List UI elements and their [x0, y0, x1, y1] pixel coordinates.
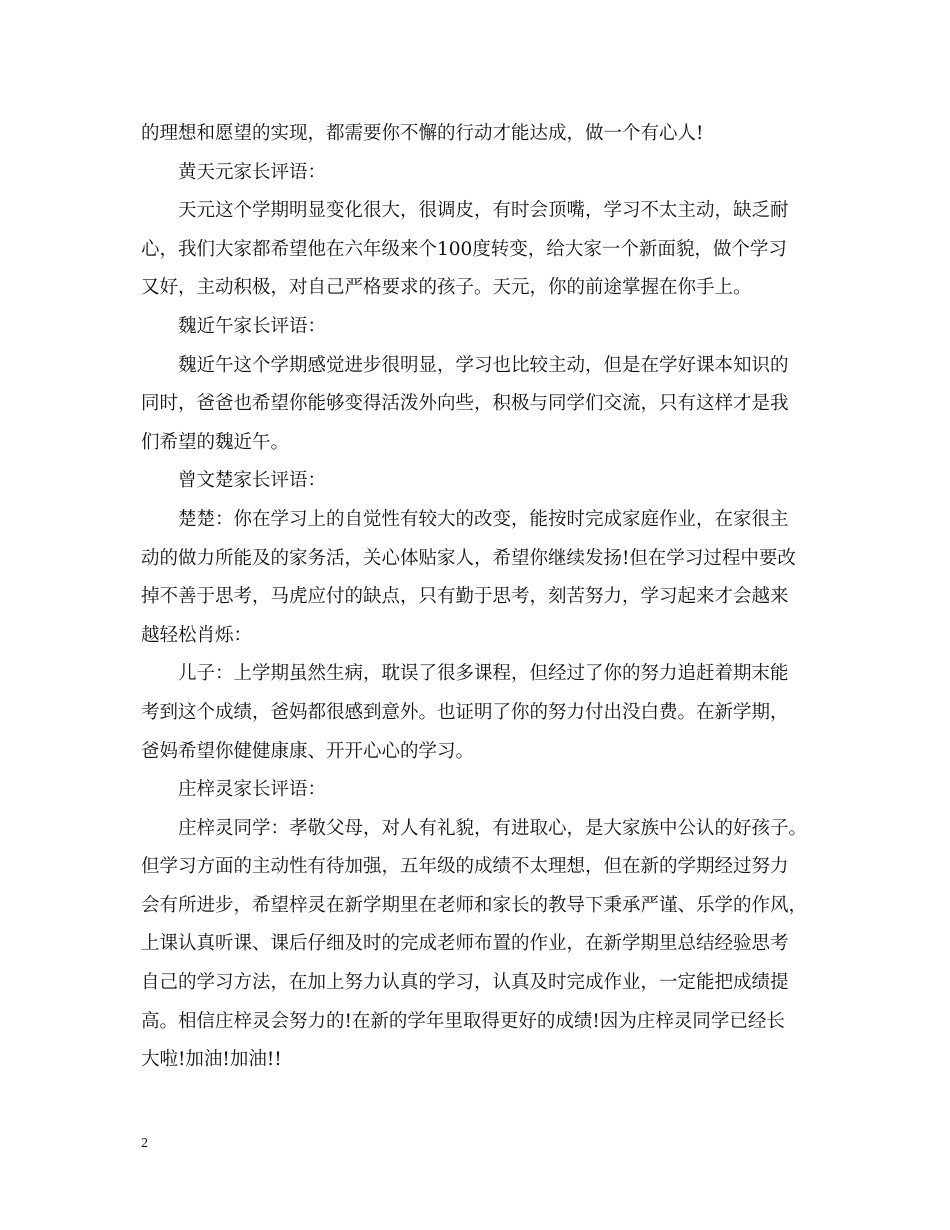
- text-line: 儿子：上学期虽然生病，耽误了很多课程，但经过了你的努力追赶着期末能: [178, 663, 789, 685]
- text-line: 楚楚：你在学习上的自觉性有较大的改变，能按时完成家庭作业，在家很主: [178, 508, 789, 530]
- text-line: 庄梓灵同学：孝敬父母，对人有礼貌，有进取心，是大家族中公认的好孩子。: [178, 817, 808, 839]
- text-line: 高。相信庄梓灵会努力的!在新的学年里取得更好的成绩!因为庄梓灵同学已经长: [141, 1010, 785, 1032]
- text-line: 心，我们大家都希望他在六年级来个100度转变，给大家一个新面貌，做个学习: [141, 238, 787, 260]
- text-line: 们希望的魏近午。: [141, 431, 290, 453]
- section-heading-zhuang-ziling: 庄梓灵家长评语：: [178, 779, 327, 801]
- text-line: 动的做力所能及的家务活，关心体贴家人，希望你继续发扬!但在学习过程中要改: [141, 547, 796, 569]
- text-line: 越轻松肖烁：: [141, 624, 253, 646]
- text-line: 大啦!加油!加油!!: [141, 1049, 282, 1071]
- text-line: 又好，主动积极，对自己严格要求的孩子。天元，你的前途掌握在你手上。: [141, 277, 752, 299]
- text-line: 自己的学习方法，在加上努力认真的学习，认真及时完成作业，一定能把成绩提: [141, 972, 789, 994]
- section-heading-wei-jinwu: 魏近午家长评语：: [178, 315, 327, 337]
- text-line: 考到这个成绩，爸妈都很感到意外。也证明了你的努力付出没白费。在新学期，: [141, 701, 789, 723]
- text-line: 天元这个学期明显变化很大，很调皮，有时会顶嘴，学习不太主动，缺乏耐: [178, 200, 789, 222]
- text-line: 掉不善于思考，马虎应付的缺点，只有勤于思考，刻苦努力，学习起来才会越来: [141, 586, 789, 608]
- text-line: 爸妈希望你健健康康、开开心心的学习。: [141, 740, 475, 762]
- document-body: [141, 115, 811, 1080]
- section-heading-zeng-wenchu: 曾文楚家长评语：: [178, 470, 327, 492]
- text-line: 上课认真听课、课后仔细及时的完成老师布置的作业，在新学期里总结经验思考: [141, 933, 789, 955]
- text-line: 会有所进步，希望梓灵在新学期里在老师和家长的教导下秉承严谨、乐学的作风，: [141, 894, 808, 916]
- text-line: 同时，爸爸也希望你能够变得活泼外向些，积极与同学们交流，只有这样才是我: [141, 393, 789, 415]
- section-heading-huang-tianyuan: 黄天元家长评语：: [178, 161, 327, 183]
- text-line: 但学习方面的主动性有待加强，五年级的成绩不太理想，但在新的学期经过努力: [141, 856, 789, 878]
- text-line: 的理想和愿望的实现，都需要你不懈的行动才能达成，做一个有心人!: [141, 123, 704, 144]
- page-number: 2: [141, 1136, 148, 1151]
- text-line: 魏近午这个学期感觉进步很明显，学习也比较主动，但是在学好课本知识的: [178, 354, 789, 376]
